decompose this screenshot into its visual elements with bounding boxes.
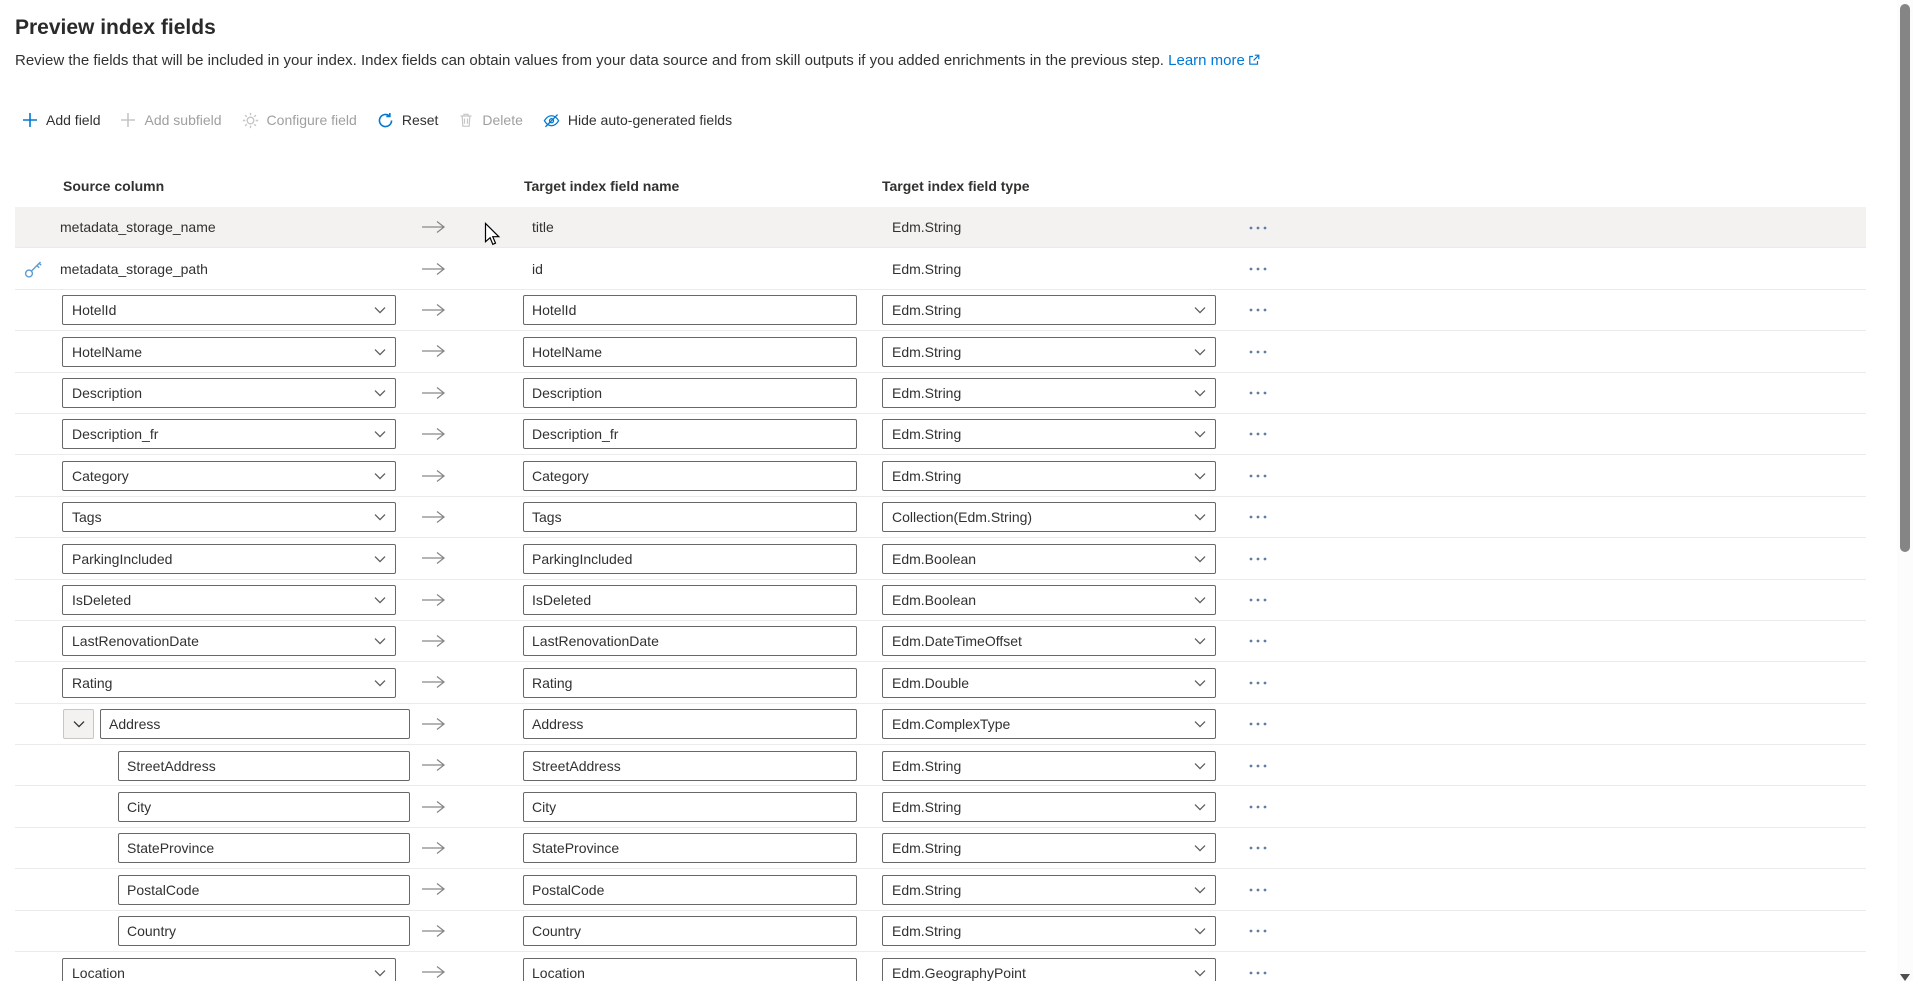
source-column-dropdown[interactable] bbox=[62, 419, 396, 449]
field-type-dropdown[interactable] bbox=[882, 668, 1216, 698]
learn-more-link[interactable] bbox=[1168, 52, 1260, 69]
column-header-target-type: Target index field type bbox=[882, 178, 1030, 194]
field-row bbox=[15, 414, 1866, 455]
field-row bbox=[15, 869, 1866, 910]
external-link-icon bbox=[1248, 54, 1260, 66]
field-type-dropdown-value: Collection(Edm.String) bbox=[892, 509, 1033, 526]
field-type-dropdown[interactable] bbox=[882, 626, 1216, 656]
field-type-dropdown-value: Edm.String bbox=[892, 881, 962, 898]
row-more-options-button[interactable] bbox=[1243, 916, 1273, 946]
chevron-down-icon bbox=[1194, 844, 1206, 852]
delete-button bbox=[448, 104, 532, 136]
maps-to-arrow-icon bbox=[421, 427, 447, 441]
chevron-down-icon bbox=[374, 472, 386, 480]
field-type-dropdown[interactable] bbox=[882, 544, 1216, 574]
toolbar bbox=[12, 104, 742, 136]
chevron-down-icon bbox=[1194, 389, 1206, 397]
ellipsis-icon bbox=[1249, 514, 1267, 520]
field-type-dropdown[interactable] bbox=[882, 875, 1216, 905]
source-column-label: metadata_storage_name bbox=[60, 219, 216, 236]
maps-to-arrow-icon bbox=[421, 469, 447, 483]
field-row bbox=[15, 621, 1866, 662]
chevron-down-icon bbox=[374, 969, 386, 977]
chevron-down-icon bbox=[374, 306, 386, 314]
chevron-down-icon bbox=[1194, 969, 1206, 977]
field-type-dropdown-value: Edm.String bbox=[892, 467, 962, 484]
maps-to-arrow-icon bbox=[421, 841, 447, 855]
source-column-dropdown-value: HotelName bbox=[72, 343, 143, 360]
target-field-label: id bbox=[532, 260, 543, 277]
chevron-down-icon bbox=[374, 513, 386, 521]
target-field-input[interactable] bbox=[523, 709, 857, 739]
target-field-input[interactable] bbox=[523, 958, 857, 981]
field-row bbox=[15, 290, 1866, 331]
row-more-options-button[interactable] bbox=[1243, 337, 1273, 367]
target-field-input[interactable] bbox=[523, 751, 857, 781]
field-type-dropdown-value: Edm.String bbox=[892, 923, 962, 940]
reset-button[interactable] bbox=[367, 104, 449, 136]
maps-to-arrow-icon bbox=[421, 634, 447, 648]
chevron-down-icon bbox=[1194, 762, 1206, 770]
source-column-dropdown[interactable] bbox=[62, 958, 396, 981]
field-type-label: Edm.String bbox=[892, 260, 962, 277]
field-type-dropdown[interactable] bbox=[882, 378, 1216, 408]
chevron-down-icon bbox=[374, 555, 386, 563]
target-field-input[interactable] bbox=[523, 295, 857, 325]
collapse-subfields-button[interactable] bbox=[63, 709, 94, 739]
row-more-options-button[interactable] bbox=[1243, 419, 1273, 449]
add-field-label: Add field bbox=[46, 112, 101, 128]
hide-auto-generated-fields-button[interactable] bbox=[533, 104, 742, 136]
field-type-dropdown-value: Edm.String bbox=[892, 798, 962, 815]
ellipsis-icon bbox=[1249, 680, 1267, 686]
source-column-label: metadata_storage_path bbox=[60, 260, 208, 277]
source-column-input[interactable] bbox=[118, 833, 410, 863]
field-type-dropdown[interactable] bbox=[882, 295, 1216, 325]
ellipsis-icon bbox=[1249, 349, 1267, 355]
row-more-options-button[interactable] bbox=[1243, 544, 1273, 574]
field-type-dropdown[interactable] bbox=[882, 792, 1216, 822]
page-description-text: Review the fields that will be included in your index. Index fields can obtain values from your data source and from skill outputs if you added enrichments in the previous step. bbox=[15, 52, 1164, 69]
chevron-down-icon bbox=[374, 679, 386, 687]
maps-to-arrow-icon bbox=[421, 220, 447, 234]
add-subfield-label: Add subfield bbox=[144, 112, 222, 128]
source-column-dropdown-value: Location bbox=[72, 964, 125, 981]
chevron-down-icon bbox=[1194, 348, 1206, 356]
source-column-dropdown[interactable] bbox=[62, 626, 396, 656]
source-column-input[interactable] bbox=[118, 792, 410, 822]
field-row bbox=[15, 331, 1866, 372]
column-header-target-name: Target index field name bbox=[524, 178, 680, 194]
target-field-input[interactable] bbox=[523, 833, 857, 863]
row-more-options-button[interactable] bbox=[1243, 254, 1273, 284]
target-field-input[interactable] bbox=[523, 875, 857, 905]
source-column-input[interactable] bbox=[118, 916, 410, 946]
maps-to-arrow-icon bbox=[421, 924, 447, 938]
ellipsis-icon bbox=[1249, 763, 1267, 769]
ellipsis-icon bbox=[1249, 845, 1267, 851]
field-type-dropdown[interactable] bbox=[882, 337, 1216, 367]
source-column-dropdown-value: HotelId bbox=[72, 302, 117, 319]
source-column-dropdown[interactable] bbox=[62, 461, 396, 491]
chevron-down-icon bbox=[1194, 513, 1206, 521]
learn-more-label: Learn more bbox=[1168, 52, 1245, 69]
field-type-dropdown-value: Edm.ComplexType bbox=[892, 716, 1011, 733]
source-column-dropdown[interactable] bbox=[62, 668, 396, 698]
field-type-dropdown-value: Edm.Boolean bbox=[892, 592, 977, 609]
source-column-dropdown[interactable] bbox=[62, 378, 396, 408]
row-more-options-button[interactable] bbox=[1243, 461, 1273, 491]
field-row bbox=[15, 911, 1866, 952]
field-type-dropdown[interactable] bbox=[882, 958, 1216, 981]
trash-icon bbox=[458, 112, 474, 128]
maps-to-arrow-icon bbox=[421, 510, 447, 524]
field-type-label: Edm.String bbox=[892, 219, 962, 236]
page-title: Preview index fields bbox=[15, 16, 216, 39]
configure-field-button bbox=[232, 104, 367, 136]
field-type-dropdown-value: Edm.String bbox=[892, 757, 962, 774]
maps-to-arrow-icon bbox=[421, 675, 447, 689]
field-row bbox=[15, 580, 1866, 621]
field-row bbox=[15, 207, 1866, 248]
target-field-input[interactable] bbox=[523, 461, 857, 491]
chevron-down-icon bbox=[1194, 803, 1206, 811]
field-row bbox=[15, 248, 1866, 289]
field-row bbox=[15, 786, 1866, 827]
chevron-down-icon bbox=[1194, 637, 1206, 645]
field-type-dropdown[interactable] bbox=[882, 751, 1216, 781]
row-more-options-button[interactable] bbox=[1243, 502, 1273, 532]
chevron-down-icon bbox=[1194, 679, 1206, 687]
chevron-down-icon bbox=[1194, 555, 1206, 563]
chevron-down-icon bbox=[374, 389, 386, 397]
scrollbar-down-arrow[interactable] bbox=[1900, 974, 1910, 981]
maps-to-arrow-icon bbox=[421, 593, 447, 607]
chevron-down-icon bbox=[1194, 430, 1206, 438]
key-icon bbox=[22, 257, 46, 281]
source-column-input[interactable] bbox=[100, 709, 410, 739]
source-column-dropdown-value: Description bbox=[72, 385, 143, 402]
field-row bbox=[15, 662, 1866, 703]
maps-to-arrow-icon bbox=[421, 800, 447, 814]
add-field-button[interactable] bbox=[12, 104, 110, 136]
add-icon bbox=[120, 112, 136, 128]
field-row bbox=[15, 455, 1866, 496]
page-description bbox=[15, 52, 1260, 69]
ellipsis-icon bbox=[1249, 597, 1267, 603]
source-column-dropdown[interactable] bbox=[62, 585, 396, 615]
ellipsis-icon bbox=[1249, 556, 1267, 562]
target-field-input[interactable] bbox=[523, 544, 857, 574]
field-row bbox=[15, 745, 1866, 786]
ellipsis-icon bbox=[1249, 638, 1267, 644]
maps-to-arrow-icon bbox=[421, 386, 447, 400]
target-field-input[interactable] bbox=[523, 419, 857, 449]
field-type-dropdown[interactable] bbox=[882, 916, 1216, 946]
field-row bbox=[15, 497, 1866, 538]
source-column-dropdown-value: LastRenovationDate bbox=[72, 633, 199, 650]
field-row bbox=[15, 538, 1866, 579]
chevron-down-icon bbox=[1194, 886, 1206, 894]
chevron-down-icon bbox=[1194, 596, 1206, 604]
target-field-input[interactable] bbox=[523, 378, 857, 408]
source-column-dropdown-value: Tags bbox=[72, 509, 102, 526]
target-field-input[interactable] bbox=[523, 585, 857, 615]
hide-eye-icon bbox=[543, 112, 560, 129]
gear-icon bbox=[242, 112, 259, 129]
field-type-dropdown-value: Edm.GeographyPoint bbox=[892, 964, 1026, 981]
ellipsis-icon bbox=[1249, 887, 1267, 893]
add-icon bbox=[22, 112, 38, 128]
source-column-dropdown[interactable] bbox=[62, 502, 396, 532]
reset-icon bbox=[377, 112, 394, 129]
ellipsis-icon bbox=[1249, 390, 1267, 396]
table-header bbox=[15, 176, 1866, 206]
hide-auto-generated-fields-label: Hide auto-generated fields bbox=[567, 112, 733, 128]
vertical-scrollbar[interactable] bbox=[1897, 0, 1913, 981]
row-more-options-button[interactable] bbox=[1243, 626, 1273, 656]
target-field-input[interactable] bbox=[523, 502, 857, 532]
source-column-input[interactable] bbox=[118, 751, 410, 781]
row-more-options-button[interactable] bbox=[1243, 668, 1273, 698]
ellipsis-icon bbox=[1249, 804, 1267, 810]
target-field-input[interactable] bbox=[523, 337, 857, 367]
add-subfield-button bbox=[110, 104, 231, 136]
field-type-dropdown[interactable] bbox=[882, 585, 1216, 615]
row-more-options-button[interactable] bbox=[1243, 958, 1273, 981]
scrollbar-thumb[interactable] bbox=[1900, 4, 1910, 552]
source-column-input[interactable] bbox=[118, 875, 410, 905]
column-header-source: Source column bbox=[63, 178, 165, 194]
field-type-dropdown-value: Edm.String bbox=[892, 302, 962, 319]
chevron-down-icon bbox=[374, 596, 386, 604]
ellipsis-icon bbox=[1249, 721, 1267, 727]
maps-to-arrow-icon bbox=[421, 758, 447, 772]
maps-to-arrow-icon bbox=[421, 303, 447, 317]
field-row bbox=[15, 704, 1866, 745]
maps-to-arrow-icon bbox=[421, 717, 447, 731]
chevron-down-icon bbox=[1194, 306, 1206, 314]
maps-to-arrow-icon bbox=[421, 344, 447, 358]
source-column-dropdown-value: ParkingIncluded bbox=[72, 550, 173, 567]
ellipsis-icon bbox=[1249, 307, 1267, 313]
field-type-dropdown-value: Edm.DateTimeOffset bbox=[892, 633, 1022, 650]
chevron-down-icon bbox=[1194, 472, 1206, 480]
maps-to-arrow-icon bbox=[421, 262, 447, 276]
source-column-dropdown[interactable] bbox=[62, 337, 396, 367]
target-field-input[interactable] bbox=[523, 916, 857, 946]
chevron-down-icon bbox=[374, 637, 386, 645]
field-type-dropdown[interactable] bbox=[882, 502, 1216, 532]
row-more-options-button[interactable] bbox=[1243, 875, 1273, 905]
field-type-dropdown-value: Edm.String bbox=[892, 385, 962, 402]
field-row bbox=[15, 373, 1866, 414]
chevron-down-icon bbox=[374, 348, 386, 356]
row-more-options-button[interactable] bbox=[1243, 295, 1273, 325]
field-type-dropdown[interactable] bbox=[882, 461, 1216, 491]
field-row bbox=[15, 828, 1866, 869]
maps-to-arrow-icon bbox=[421, 965, 447, 979]
chevron-down-icon bbox=[374, 430, 386, 438]
field-rows bbox=[15, 207, 1866, 981]
row-more-options-button[interactable] bbox=[1243, 751, 1273, 781]
field-type-dropdown-value: Edm.String bbox=[892, 426, 962, 443]
ellipsis-icon bbox=[1249, 928, 1267, 934]
maps-to-arrow-icon bbox=[421, 551, 447, 565]
source-column-dropdown-value: Category bbox=[72, 467, 129, 484]
target-field-input[interactable] bbox=[523, 668, 857, 698]
ellipsis-icon bbox=[1249, 473, 1267, 479]
field-type-dropdown[interactable] bbox=[882, 833, 1216, 863]
row-more-options-button[interactable] bbox=[1243, 585, 1273, 615]
target-field-label: title bbox=[532, 219, 554, 236]
source-column-dropdown[interactable] bbox=[62, 544, 396, 574]
field-type-dropdown[interactable] bbox=[882, 709, 1216, 739]
ellipsis-icon bbox=[1249, 431, 1267, 437]
field-type-dropdown-value: Edm.String bbox=[892, 343, 962, 360]
source-column-dropdown-value: IsDeleted bbox=[72, 592, 132, 609]
configure-field-label: Configure field bbox=[266, 112, 357, 128]
target-field-input[interactable] bbox=[523, 626, 857, 656]
ellipsis-icon bbox=[1249, 225, 1267, 231]
reset-label: Reset bbox=[401, 112, 439, 128]
field-type-dropdown-value: Edm.String bbox=[892, 840, 962, 857]
row-more-options-button[interactable] bbox=[1243, 378, 1273, 408]
row-more-options-button[interactable] bbox=[1243, 833, 1273, 863]
field-row bbox=[15, 952, 1866, 981]
field-type-dropdown-value: Edm.Boolean bbox=[892, 550, 977, 567]
chevron-down-icon bbox=[73, 720, 85, 728]
field-type-dropdown[interactable] bbox=[882, 419, 1216, 449]
source-column-dropdown-value: Rating bbox=[72, 674, 113, 691]
row-more-options-button[interactable] bbox=[1243, 792, 1273, 822]
target-field-input[interactable] bbox=[523, 792, 857, 822]
ellipsis-icon bbox=[1249, 970, 1267, 976]
row-more-options-button[interactable] bbox=[1243, 213, 1273, 243]
chevron-down-icon bbox=[1194, 927, 1206, 935]
ellipsis-icon bbox=[1249, 266, 1267, 272]
chevron-down-icon bbox=[1194, 720, 1206, 728]
maps-to-arrow-icon bbox=[421, 882, 447, 896]
source-column-dropdown[interactable] bbox=[62, 295, 396, 325]
field-type-dropdown-value: Edm.Double bbox=[892, 674, 970, 691]
source-column-dropdown-value: Description_fr bbox=[72, 426, 159, 443]
row-more-options-button[interactable] bbox=[1243, 709, 1273, 739]
delete-label: Delete bbox=[482, 112, 523, 128]
